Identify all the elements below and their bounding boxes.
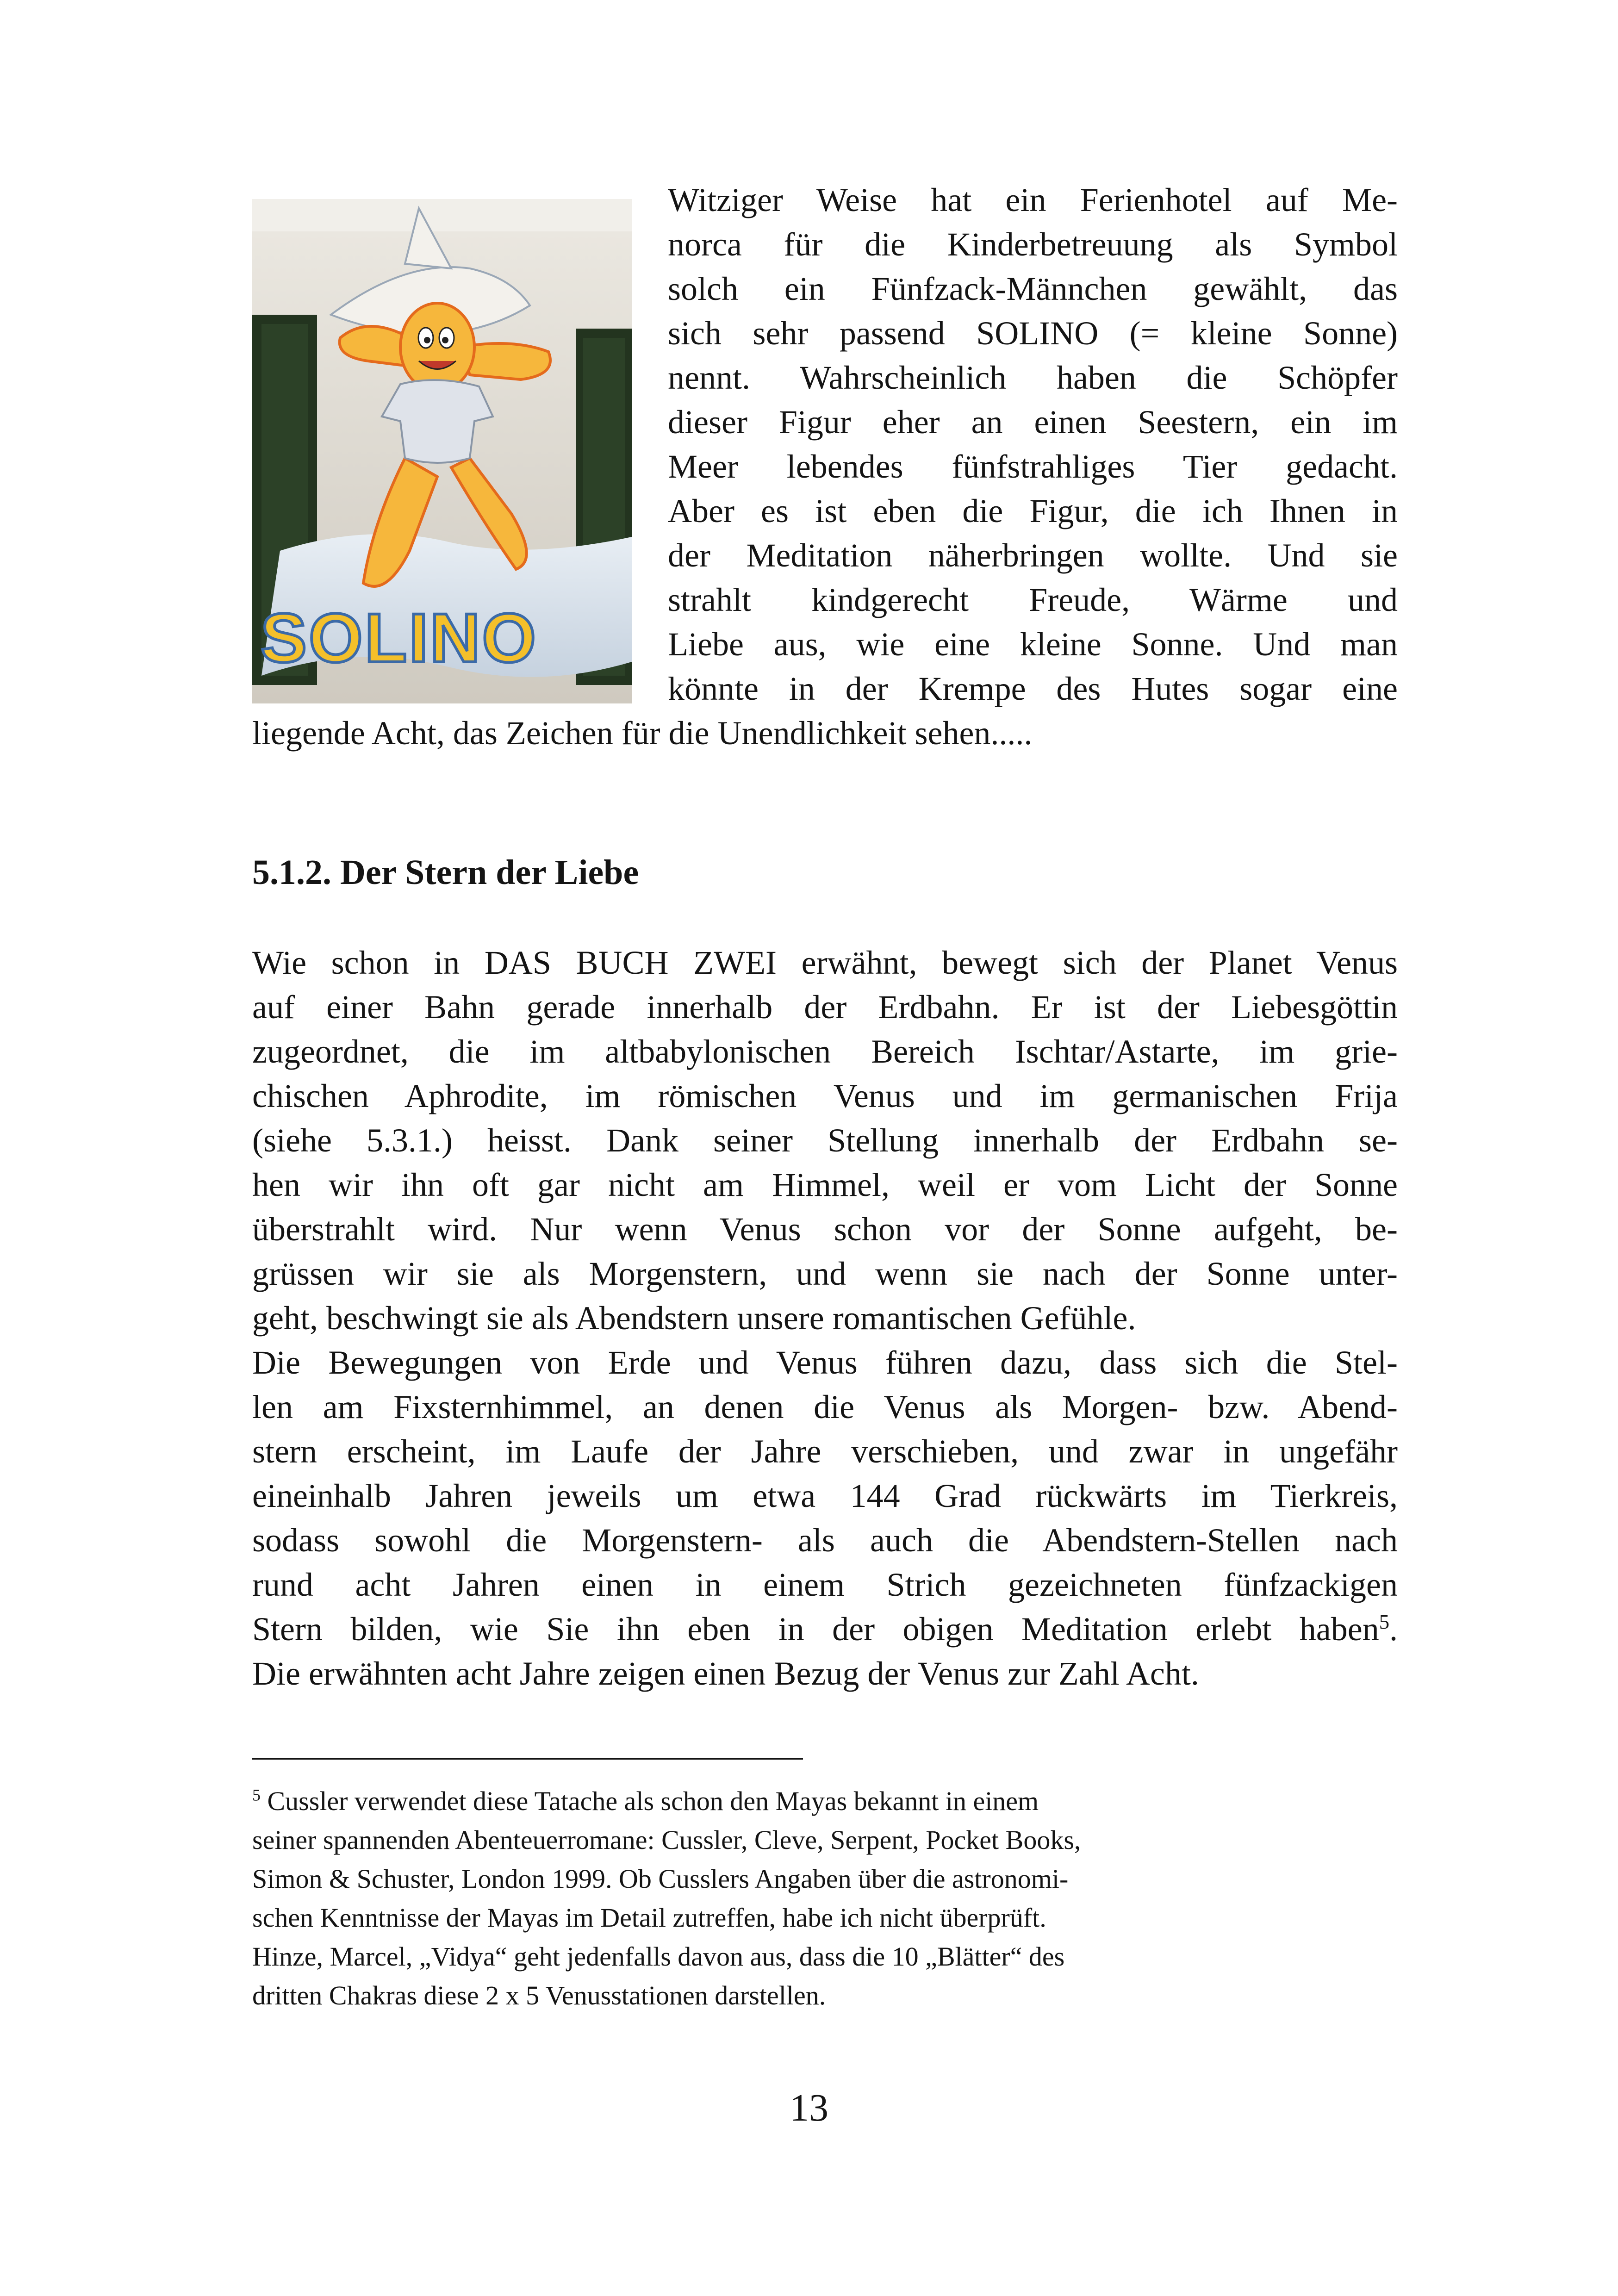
body-line: sodass sowohl die Morgenstern- als auch die Abendstern-Stellen nach — [252, 1522, 1398, 1559]
footnote-line: Simon & Schuster, London 1999. Ob Cusslers Angaben über die astronomi- — [252, 1864, 1069, 1894]
intro-line: norca für die Kinderbetreuung als Symbol — [668, 226, 1398, 263]
footnote-reference[interactable]: 5 — [1379, 1610, 1389, 1633]
intro-line: liegende Acht, das Zeichen für die Unendlichkeit sehen..... — [252, 715, 1033, 752]
intro-line: Aber es ist eben die Figur, die ich Ihnen in — [668, 492, 1398, 529]
footnote-line: seiner spannenden Abenteuerromane: Cussler, Cleve, Serpent, Pocket Books, — [252, 1825, 1081, 1855]
body-line-with-footnote — [252, 1607, 1398, 1651]
intro-line: Witziger Weise hat ein Ferienhotel auf Me- — [668, 181, 1398, 218]
intro-line: Liebe aus, wie eine kleine Sonne. Und man — [668, 626, 1398, 663]
footnote-marker: 5 — [252, 1786, 261, 1804]
intro-line: dieser Figur eher an einen Seestern, ein im — [668, 404, 1398, 441]
body-line: chischen Aphrodite, im römischen Venus und im germanischen Frija — [252, 1077, 1398, 1114]
body-line: stern erscheint, im Laufe der Jahre verschieben, und zwar in ungefähr — [252, 1433, 1398, 1470]
body-line: rund acht Jahren einen in einem Strich gezeichneten fünfzackigen — [252, 1566, 1398, 1603]
intro-line: nennt. Wahrscheinlich haben die Schöpfer — [668, 359, 1398, 396]
body-line: eineinhalb Jahren jeweils um etwa 144 Grad rückwärts im Tierkreis, — [252, 1477, 1398, 1514]
body-line: grüssen wir sie als Morgenstern, und wenn sie nach der Sonne unter- — [252, 1255, 1398, 1292]
intro-line: könnte in der Krempe des Hutes sogar eine — [668, 670, 1398, 707]
footnote-line: schen Kenntnisse der Mayas im Detail zutreffen, habe ich nicht überprüft. — [252, 1903, 1046, 1933]
intro-line: solch ein Fünfzack-Männchen gewählt, das — [668, 270, 1398, 307]
body-line-text: Stern bilden, wie Sie ihn eben in der obigen Meditation erlebt haben — [252, 1611, 1379, 1648]
intro-line: strahlt kindgerecht Freude, Wärme und — [668, 581, 1398, 618]
intro-line: sich sehr passend SOLINO (= kleine Sonne) — [668, 315, 1398, 352]
footnote-line: dritten Chakras diese 2 x 5 Venusstationen darstellen. — [252, 1980, 826, 2010]
solino-logo-text: SOLINO — [261, 599, 538, 677]
body-line: hen wir ihn oft gar nicht am Himmel, weil er vom Licht der Sonne — [252, 1166, 1398, 1203]
intro-line: Meer lebendes fünfstrahliges Tier gedacht. — [668, 448, 1398, 485]
body-line: (siehe 5.3.1.) heisst. Dank seiner Stellung innerhalb der Erdbahn se- — [252, 1122, 1398, 1159]
footnote-line-text: Cussler verwendet diese Tatache als schon den Mayas bekannt in einem — [267, 1786, 1039, 1816]
body-line: geht, beschwingt sie als Abendstern unsere romantischen Gefühle. — [252, 1300, 1136, 1337]
body-line: zugeordnet, die im altbabylonischen Bereich Ischtar/Astarte, im grie- — [252, 1033, 1398, 1070]
body-line: Die erwähnten acht Jahre zeigen einen Bezug der Venus zur Zahl Acht. — [252, 1655, 1199, 1692]
footnote-divider — [252, 1758, 803, 1760]
body-line: Wie schon in DAS BUCH ZWEI erwähnt, bewegt sich der Planet Venus — [252, 944, 1398, 981]
body-line: überstrahlt wird. Nur wenn Venus schon vor der Sonne aufgeht, be- — [252, 1211, 1398, 1248]
footnote-line — [252, 1782, 1039, 1821]
intro-line: der Meditation näherbringen wollte. Und sie — [668, 537, 1398, 574]
section-heading: 5.1.2. Der Stern der Liebe — [252, 853, 639, 892]
page-number: 13 — [790, 2086, 828, 2129]
body-line: len am Fixsternhimmel, an denen die Venus als Morgen- bzw. Abend- — [252, 1388, 1398, 1425]
footnote-line: Hinze, Marcel, „Vidya“ geht jedenfalls davon aus, dass die 10 „Blätter“ des — [252, 1941, 1065, 1972]
body-line-period: . — [1389, 1611, 1398, 1648]
body-line: Die Bewegungen von Erde und Venus führen dazu, dass sich die Stel- — [252, 1344, 1398, 1381]
solino-mascot-photo — [252, 199, 632, 703]
body-line: auf einer Bahn gerade innerhalb der Erdbahn. Er ist der Liebesgöttin — [252, 989, 1398, 1026]
